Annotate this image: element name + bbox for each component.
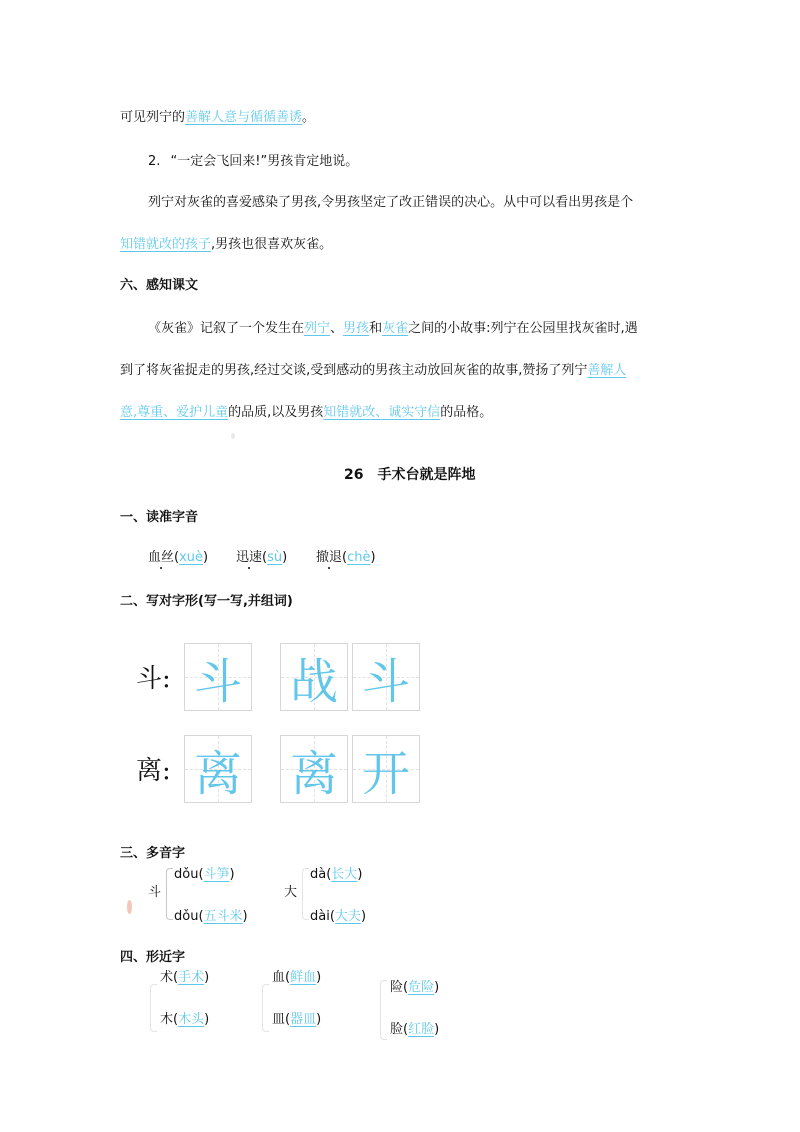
section6-line2 [120, 362, 626, 380]
answer-blank: 善解人 [587, 363, 627, 378]
written-char: 离 [289, 745, 338, 802]
section-heading-3: 三、多音字 [120, 846, 186, 861]
word: 血丝 [148, 550, 175, 565]
question-item-2 [148, 153, 358, 171]
text: 、 [330, 321, 344, 336]
text-suffix: 。 [302, 110, 316, 125]
polyphone-char: 斗 [148, 885, 162, 900]
answer-word: 红脸 [408, 1022, 435, 1037]
brace-icon [380, 980, 387, 1040]
section-heading-6: 六、感知课文 [120, 278, 199, 293]
polyphone-reading: dà(长大) [310, 867, 363, 882]
char: 木 [160, 1012, 174, 1027]
word: 撤退 [316, 550, 343, 565]
text: 《灰雀》记叙了一个发生在 [148, 321, 305, 336]
answer-word: 五斗米 [203, 909, 243, 924]
scan-blot [231, 433, 235, 439]
brace-icon [166, 868, 173, 920]
char: 皿 [272, 1012, 286, 1027]
text: 和 [369, 321, 383, 336]
lesson-title: 26 手术台就是阵地 [344, 467, 476, 483]
answer-word: 大夫 [334, 909, 361, 924]
paragraph-conclusion [120, 109, 315, 127]
writing-grid-word [352, 643, 420, 711]
char: 术 [160, 970, 174, 985]
answer-word: 长大 [331, 867, 358, 882]
written-char: 开 [361, 745, 410, 802]
pronunciation-item: 撤退(chè) [316, 550, 376, 565]
writing-grid-word [280, 643, 348, 711]
brace-icon [262, 984, 269, 1032]
item-quote: “一定会飞回来!”男孩肯定地说。 [170, 154, 359, 169]
answer-pinyin: chè [347, 550, 371, 565]
polyphone-reading: dài(大夫) [310, 909, 367, 924]
writing-grid-word [352, 735, 420, 803]
polyphone-reading: dǒu(五斗米) [174, 909, 248, 924]
answer-blank: 善解人意与循循善诱 [185, 110, 303, 125]
pronunciation-item: 迅速(sù) [236, 550, 288, 565]
answer-blank: 知错就改、诚实守信 [323, 405, 441, 420]
section6-line3 [120, 404, 492, 422]
written-char: 战 [289, 653, 338, 710]
section6-line1 [148, 320, 638, 338]
brace-icon [150, 984, 157, 1032]
pinyin: dǒu [174, 909, 199, 924]
similar-char-item: 木(木头) [160, 1012, 210, 1027]
pinyin: dǒu [174, 867, 199, 882]
answer-blank: 男孩 [343, 321, 370, 336]
section-heading-2: 二、写对字形(写一写,并组词) [120, 594, 293, 609]
answer-blank: 灰雀 [382, 321, 409, 336]
written-char: 斗 [361, 653, 410, 710]
answer-word: 鲜血 [290, 970, 317, 985]
similar-char-item: 血(鲜血) [272, 970, 322, 985]
answer-word: 手术 [178, 970, 205, 985]
scan-blot [127, 900, 132, 914]
item-number: 2. [148, 154, 161, 169]
polyphone-char: 大 [284, 885, 298, 900]
text-prefix: 可见列宁的 [120, 110, 186, 125]
section-heading-4: 四、形近字 [120, 950, 186, 965]
similar-char-item: 脸(红脸) [390, 1022, 440, 1037]
brace-icon [302, 868, 309, 920]
char-label: 斗: [136, 664, 171, 694]
answer-word: 危险 [408, 980, 435, 995]
pinyin: dài [310, 909, 330, 924]
char-label: 离: [136, 756, 171, 786]
section-heading-1: 一、读准字音 [120, 510, 199, 525]
text: 之间的小故事:列宁在公园里找灰雀时,遇 [408, 321, 638, 336]
text: 的品格。 [440, 405, 493, 420]
answer-pinyin: xuè [179, 550, 204, 565]
paragraph-analysis-line1: 列宁对灰雀的喜爱感染了男孩,令男孩坚定了改正错误的决心。从中可以看出男孩是个 [148, 195, 634, 210]
written-char: 离 [193, 745, 242, 802]
word: 迅速 [236, 550, 263, 565]
text: 到了将灰雀捉走的男孩,经过交谈,受到感动的男孩主动放回灰雀的故事,赞扬了列宁 [120, 363, 588, 378]
char: 血 [272, 970, 286, 985]
similar-char-item: 术(手术) [160, 970, 210, 985]
char: 险 [390, 980, 404, 995]
answer-word: 木头 [178, 1012, 205, 1027]
similar-char-item: 皿(器皿) [272, 1012, 322, 1027]
answer-blank: 列宁 [304, 321, 331, 336]
writing-grid-char [184, 643, 252, 711]
writing-grid-word [280, 735, 348, 803]
pronunciation-item: 血丝(xuè) [148, 550, 209, 565]
answer-blank: 意,尊重、爱护儿童 [120, 405, 229, 420]
answer-blank: 知错就改的孩子 [120, 237, 212, 252]
char: 脸 [390, 1022, 404, 1037]
answer-word: 斗笋 [203, 867, 230, 882]
paragraph-analysis-line2 [120, 236, 332, 254]
text: 的品质,以及男孩 [228, 405, 324, 420]
text-suffix: ,男孩也很喜欢灰雀。 [211, 237, 333, 252]
pinyin: dà [310, 867, 327, 882]
writing-grid-char [184, 735, 252, 803]
answer-pinyin: sù [267, 550, 283, 565]
answer-word: 器皿 [290, 1012, 317, 1027]
written-char: 斗 [193, 653, 242, 710]
polyphone-reading: dǒu(斗笋) [174, 867, 235, 882]
similar-char-item: 险(危险) [390, 980, 440, 995]
